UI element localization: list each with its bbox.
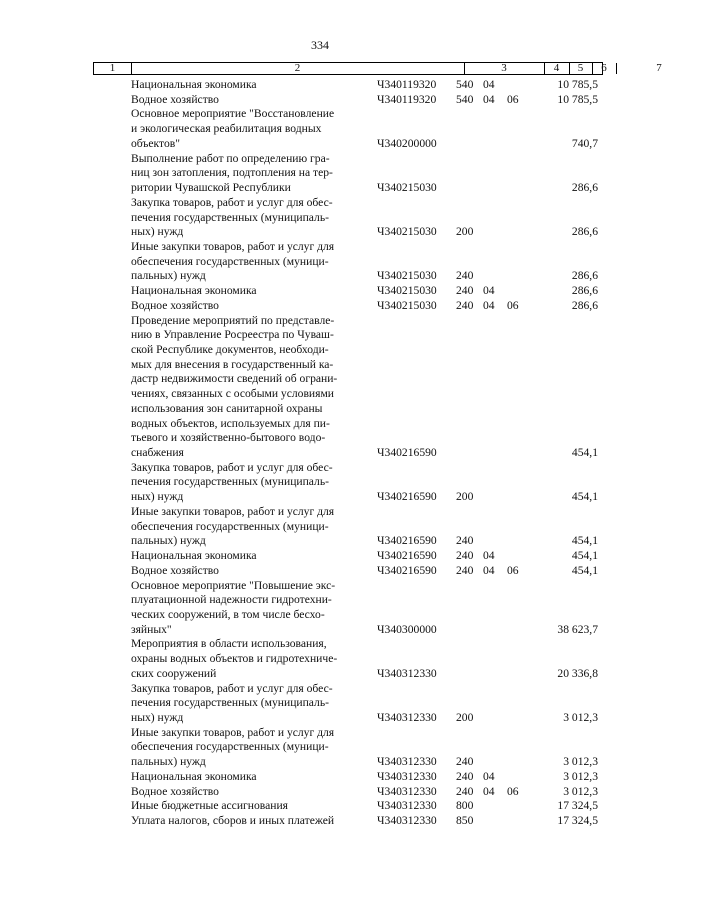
row-description: обеспечения государственных (муници- <box>131 519 329 533</box>
row-description: ных) нужд <box>131 711 184 724</box>
row-code: Ч340215030 <box>377 284 437 298</box>
table-row <box>0 563 640 578</box>
row-description: обеспечения государственных (муници- <box>131 254 329 268</box>
row-col-6: 06 <box>507 563 519 577</box>
table-row <box>0 578 640 593</box>
row-description: Национальная экономика <box>131 78 257 91</box>
table-row <box>0 798 640 813</box>
table-row <box>0 327 640 342</box>
table-row <box>0 106 640 121</box>
row-amount: 3 012,3 <box>563 769 598 783</box>
table-row <box>0 784 640 799</box>
row-description: Национальная экономика <box>131 549 257 562</box>
row-amount: 286,6 <box>571 269 598 283</box>
row-code: Ч340119320 <box>377 92 437 106</box>
row-amount: 3 012,3 <box>563 755 598 769</box>
row-code: Ч340216590 <box>377 490 437 504</box>
row-description: дастр недвижимости сведений об ограни- <box>131 372 338 386</box>
row-amount: 286,6 <box>571 284 598 298</box>
row-description: Иные закупки товаров, работ и услуг для <box>131 239 335 253</box>
row-col-4: 200 <box>456 225 474 239</box>
row-description: Закупка товаров, работ и услуг для обес- <box>131 681 333 695</box>
row-description: пальных) нужд <box>131 755 206 769</box>
table-row <box>0 592 640 607</box>
row-code: Ч340216590 <box>377 563 437 577</box>
row-col-4: 240 <box>456 549 474 562</box>
row-code: Ч340216590 <box>377 534 437 548</box>
row-amount: 38 623,7 <box>557 622 598 636</box>
table-row <box>0 607 640 622</box>
row-description: Водное хозяйство <box>131 563 219 577</box>
table-row <box>0 474 640 489</box>
row-description: водных объектов, используемых для пи- <box>131 416 330 430</box>
row-col-5: 04 <box>483 784 495 798</box>
table-row <box>0 681 640 696</box>
table-row <box>0 386 640 401</box>
row-description: Водное хозяйство <box>131 784 219 798</box>
row-code: Ч340216590 <box>377 549 437 562</box>
page-number: 334 <box>311 38 329 52</box>
table-row <box>0 224 640 239</box>
table-row <box>0 416 640 431</box>
row-description: ческих сооружений, в том числе бесхо- <box>131 607 325 621</box>
row-description: нию в Управление Росреестра по Чуваш- <box>131 328 334 342</box>
row-code: Ч340200000 <box>377 136 437 150</box>
row-description: пальных) нужд <box>131 534 206 548</box>
row-description: Национальная экономика <box>131 769 257 783</box>
row-description: зяйных" <box>131 622 172 636</box>
table-row <box>0 533 640 548</box>
row-col-4: 540 <box>456 92 474 106</box>
header-col-1: 1 <box>94 63 132 74</box>
row-col-4: 240 <box>456 784 474 798</box>
row-col-4: 240 <box>456 769 474 783</box>
row-col-5: 04 <box>483 92 495 106</box>
row-col-4: 200 <box>456 490 474 504</box>
table-row <box>0 195 640 210</box>
row-description: Выполнение работ по определению гра- <box>131 151 330 165</box>
row-col-5: 04 <box>483 549 495 562</box>
table-row <box>0 239 640 254</box>
row-description: ской Республике документов, необходи- <box>131 343 329 356</box>
table-row <box>0 739 640 754</box>
table-row <box>0 268 640 283</box>
row-col-4: 850 <box>456 814 474 827</box>
table-row <box>0 519 640 534</box>
row-amount: 454,1 <box>571 549 598 562</box>
table-row <box>0 371 640 386</box>
row-description: использования зон санитарной охраны <box>131 401 323 415</box>
row-col-5: 04 <box>483 78 495 91</box>
table-row <box>0 180 640 195</box>
row-code: Ч340300000 <box>377 622 437 636</box>
row-code: Ч340215030 <box>377 298 437 312</box>
row-amount: 286,6 <box>571 225 598 239</box>
row-col-4: 240 <box>456 755 474 769</box>
row-amount: 3 012,3 <box>563 784 598 798</box>
row-amount: 286,6 <box>571 298 598 312</box>
row-code: Ч340312330 <box>377 666 437 680</box>
row-description: Иные закупки товаров, работ и услуг для <box>131 504 335 518</box>
row-amount: 454,1 <box>571 534 598 548</box>
row-amount: 3 012,3 <box>563 711 598 724</box>
row-description: обеспечения государственных (муници- <box>131 740 329 754</box>
table-row <box>0 165 640 180</box>
header-col-2: 2 <box>131 63 465 74</box>
header-col-6: 6 <box>592 63 617 74</box>
row-description: печения государственных (муниципаль- <box>131 475 329 489</box>
table-row <box>0 121 640 136</box>
row-description: ных) нужд <box>131 225 184 239</box>
header-col-4: 4 <box>544 63 570 74</box>
row-description: Закупка товаров, работ и услуг для обес- <box>131 460 333 474</box>
row-code: Ч340119320 <box>377 78 437 91</box>
table-row <box>0 666 640 681</box>
row-amount: 454,1 <box>571 446 598 459</box>
table-header <box>93 62 662 75</box>
row-amount: 20 336,8 <box>557 666 598 680</box>
table-row <box>0 725 640 740</box>
table-row <box>0 313 640 328</box>
table-row <box>0 430 640 445</box>
row-amount: 454,1 <box>571 490 598 504</box>
row-description: Основное мероприятие "Повышение экс- <box>131 578 336 592</box>
row-col-6: 06 <box>507 92 519 106</box>
row-col-4: 540 <box>456 78 474 91</box>
row-description: Иные бюджетные ассигнования <box>131 799 288 813</box>
table-row <box>0 813 640 828</box>
row-code: Ч340312330 <box>377 755 437 769</box>
row-amount: 10 785,5 <box>557 92 598 106</box>
header-col-7: 7 <box>656 62 662 74</box>
row-col-6: 06 <box>507 784 519 798</box>
table-row <box>0 754 640 769</box>
row-description: Уплата налогов, сборов и иных платежей <box>131 814 335 827</box>
row-code: Ч340215030 <box>377 181 437 194</box>
row-col-4: 240 <box>456 534 474 548</box>
table-row <box>0 151 640 166</box>
row-amount: 740,7 <box>571 136 598 150</box>
table-row <box>0 357 640 372</box>
row-code: Ч340215030 <box>377 225 437 239</box>
row-code: Ч340312330 <box>377 814 437 827</box>
row-col-4: 240 <box>456 284 474 298</box>
row-description: тьевого и хозяйственно-бытового водо- <box>131 431 326 445</box>
table-row <box>0 298 640 313</box>
row-description: плуатационной надежности гидротехни- <box>131 593 332 607</box>
row-amount: 17 324,5 <box>557 814 598 827</box>
table-row <box>0 504 640 519</box>
row-col-5: 04 <box>483 298 495 312</box>
table-row <box>0 548 640 563</box>
row-description: Иные закупки товаров, работ и услуг для <box>131 725 335 739</box>
row-col-4: 800 <box>456 799 474 813</box>
row-description: чениях, связанных с особыми условиями <box>131 387 335 401</box>
row-col-4: 240 <box>456 298 474 312</box>
table-row <box>0 710 640 725</box>
row-code: Ч340312330 <box>377 799 437 813</box>
table-row <box>0 254 640 269</box>
row-description: Водное хозяйство <box>131 298 219 312</box>
table-row <box>0 489 640 504</box>
row-amount: 17 324,5 <box>557 799 598 813</box>
row-description: Водное хозяйство <box>131 92 219 106</box>
row-code: Ч340216590 <box>377 446 437 459</box>
row-description: ских сооружений <box>131 666 217 680</box>
row-description: Мероприятия в области использования, <box>131 637 327 651</box>
table-row <box>0 695 640 710</box>
row-amount: 286,6 <box>571 181 598 194</box>
row-description: мых для внесения в государственный ка- <box>131 357 334 371</box>
row-description: Основное мероприятие "Восстановление <box>131 107 335 121</box>
table-row <box>0 622 640 637</box>
table-row <box>0 651 640 666</box>
row-col-5: 04 <box>483 563 495 577</box>
table-row <box>0 283 640 298</box>
header-col-5: 5 <box>569 63 593 74</box>
table-row <box>0 136 640 151</box>
row-description: печения государственных (муниципаль- <box>131 696 329 710</box>
row-description: снабжения <box>131 446 184 459</box>
row-description: ных) нужд <box>131 490 184 504</box>
row-col-5: 04 <box>483 769 495 783</box>
table-row <box>0 460 640 475</box>
table-row <box>0 769 640 784</box>
header-col-3: 3 <box>464 63 545 74</box>
table-row <box>0 210 640 225</box>
row-col-5: 04 <box>483 284 495 298</box>
row-col-4: 240 <box>456 563 474 577</box>
row-col-4: 200 <box>456 711 474 724</box>
row-amount: 454,1 <box>571 563 598 577</box>
row-code: Ч340312330 <box>377 784 437 798</box>
row-col-6: 06 <box>507 298 519 312</box>
row-code: Ч340312330 <box>377 711 437 724</box>
table-row <box>0 342 640 357</box>
row-description: ритории Чувашской Республики <box>131 181 291 194</box>
row-description: Национальная экономика <box>131 284 257 298</box>
table-row <box>0 77 640 92</box>
row-description: печения государственных (муниципаль- <box>131 210 329 224</box>
row-amount: 10 785,5 <box>557 78 598 91</box>
row-description: охраны водных объектов и гидротехниче- <box>131 652 338 666</box>
row-description: пальных) нужд <box>131 269 206 283</box>
row-col-4: 240 <box>456 269 474 283</box>
row-description: Проведение мероприятий по представле- <box>131 313 335 327</box>
row-description: ниц зон затопления, подтопления на тер- <box>131 166 333 180</box>
table-row <box>0 92 640 107</box>
row-description: объектов" <box>131 136 180 150</box>
table-row <box>0 636 640 651</box>
table-row <box>0 445 640 460</box>
row-description: Закупка товаров, работ и услуг для обес- <box>131 195 333 209</box>
row-code: Ч340215030 <box>377 269 437 283</box>
table-row <box>0 401 640 416</box>
row-code: Ч340312330 <box>377 769 437 783</box>
row-description: и экологическая реабилитация водных <box>131 122 322 136</box>
